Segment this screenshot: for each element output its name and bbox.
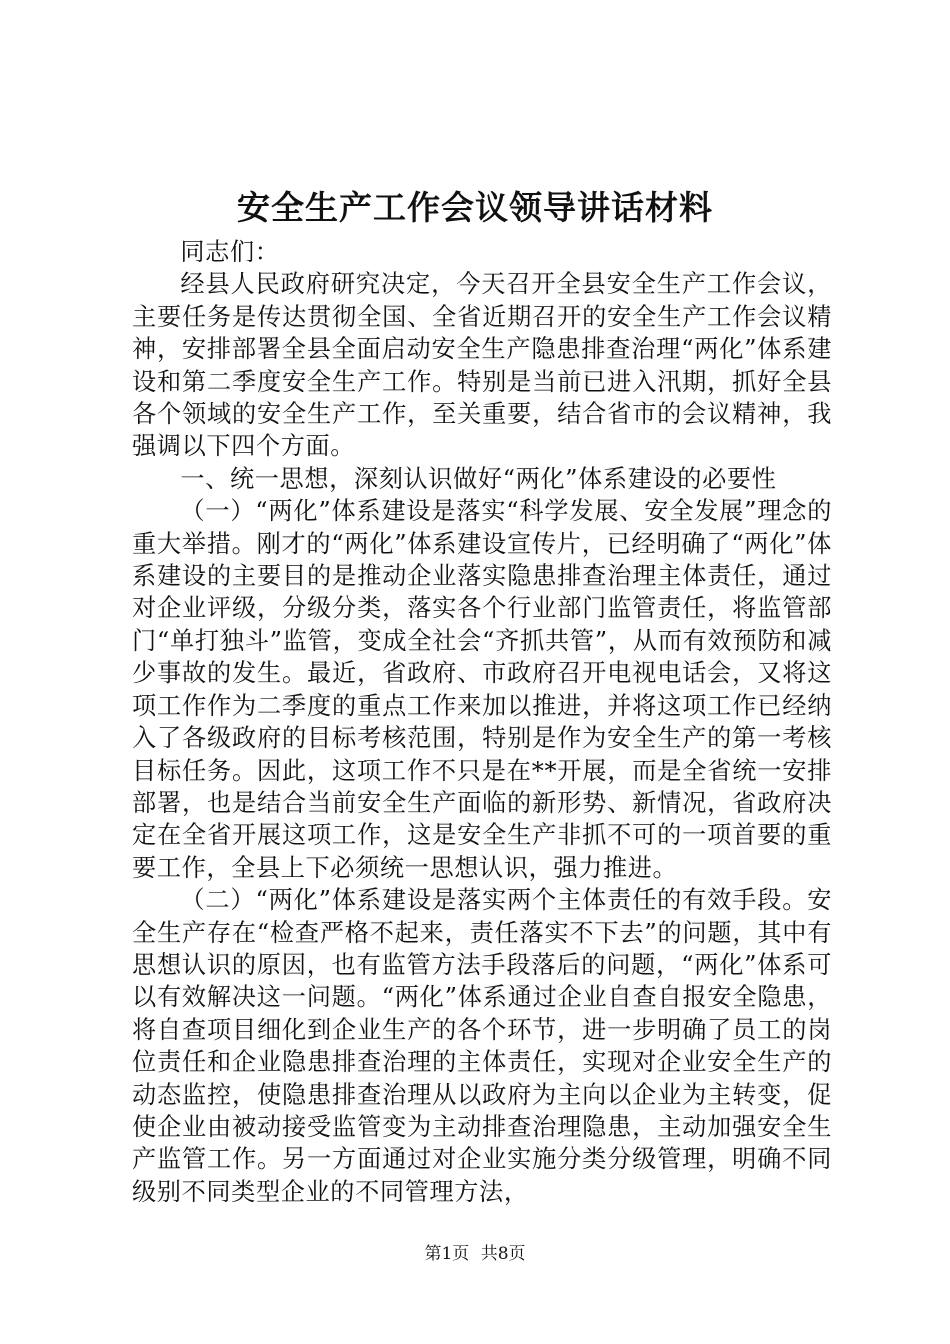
salutation: 同志们：	[180, 238, 280, 266]
paragraph-intro: 经县人民政府研究决定，今天召开全县安全生产工作会议，主要任务是传达贯彻全国、全省近期召开的安全生产工作会议精神，安排部署全县全面启动安全生产隐患排查治理“两化”体系建设和第二季度安全生产工作。特别是当前已进入汛期，抓好全县各个领域的安全生产工作，至关重要，结合省市的会议精神，我强调以下四个方面。	[132, 270, 832, 461]
document-title: 安全生产工作会议领导讲话材料	[237, 188, 713, 227]
document-body	[132, 236, 832, 1208]
section-heading-1: 一、统一思想，深刻认识做好“两化”体系建设的必要性	[180, 464, 777, 493]
paragraph-subsection-1: （一）“两化”体系建设是落实“科学发展、安全发展”理念的重大举措。刚才的“两化”体系建设宣传片，已经明确了“两化”体系建设的主要目的是推动企业落实隐患排查治理主体责任，通过对企业评级，分级分类，落实各个行业部门监管责任，将监管部门“单打独斗”监管，变成全社会“齐抓共管”，从而有效预防和减少事故的发生。最近，省政府、市政府召开电视电话会，又将这项工作作为二季度的重点工作来加以推进，并将这项工作已经纳入了各级政府的目标考核范围，特别是作为安全生产的第一考核目标任务。因此，这项工作不只是在**开展，而是全省统一安排部署，也是结合当前安全生产面临的新形势、新情况，省政府决定在全省开展这项工作，这是安全生产非抓不可的一项首要的重要工作，全县上下必须统一思想认识，强力推进。	[132, 497, 832, 882]
paragraph-subsection-2: （二）“两化”体系建设是落实两个主体责任的有效手段。安全生产存在“检查严格不起来，责任落实不下去”的问题，其中有思想认识的原因，也有监管方法手段落后的问题，“两化”体系可以有效解决这一问题。“两化”体系通过企业自查自报安全隐患，将自查项目细化到企业生产的各个环节，进一步明确了员工的岗位责任和企业隐患排查治理的主体责任，实现对企业安全生产的动态监控，使隐患排查治理从以政府为主向以企业为主转变，促使企业由被动接受监管变为主动排查治理隐患，主动加强安全生产监管工作。另一方面通过对企业实施分类分级管理，明确不同级别不同类型企业的不同管理方法，	[132, 886, 832, 1206]
page-number-footer: 第1页 共8页	[424, 1244, 526, 1264]
